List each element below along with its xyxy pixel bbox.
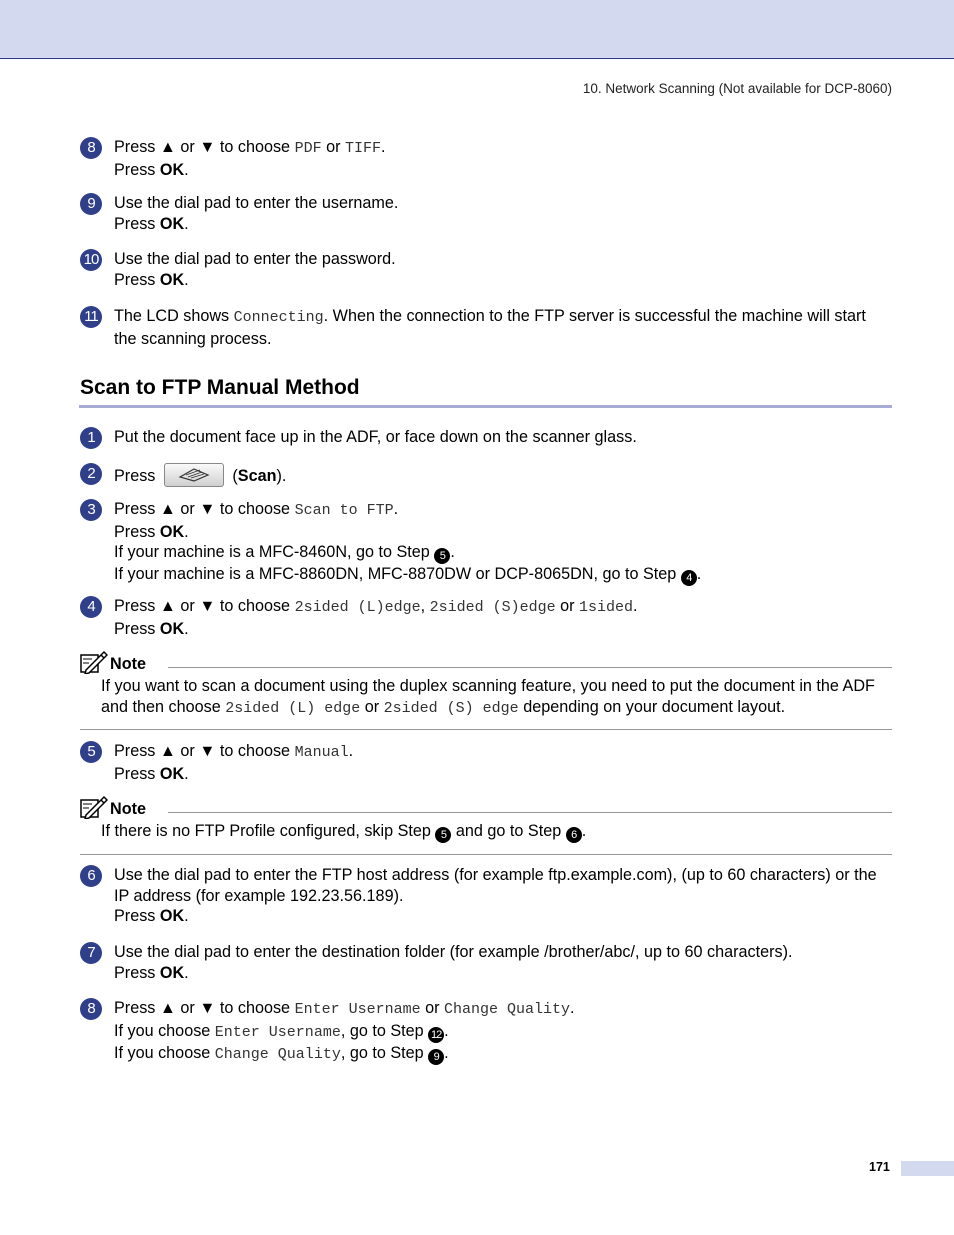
lcd-option: 2sided (L)edge bbox=[294, 599, 421, 616]
up-arrow-icon: ▲ bbox=[159, 500, 176, 518]
note-text: If there is no FTP Profile configured, skip Step 5 and go to Step 6 . bbox=[101, 822, 587, 841]
section-title: Scan to FTP Manual Method bbox=[80, 376, 360, 399]
step-number: 5 bbox=[80, 741, 102, 763]
step-number: 7 bbox=[80, 942, 102, 964]
lcd-message: Connecting bbox=[233, 309, 324, 326]
scan-key-label: Scan bbox=[237, 467, 277, 485]
ok-key-label: OK bbox=[159, 522, 185, 541]
ok-key-label: OK bbox=[159, 907, 185, 925]
lcd-option: TIFF bbox=[344, 140, 381, 157]
ok-key-label: OK bbox=[159, 619, 185, 638]
up-arrow-icon: ▲ bbox=[159, 597, 176, 615]
down-arrow-icon: ▼ bbox=[199, 597, 216, 615]
scan-key-icon bbox=[164, 463, 224, 487]
note-profile bbox=[80, 795, 892, 855]
step-number: 2 bbox=[80, 463, 102, 485]
step-number: 10 bbox=[80, 249, 102, 271]
step-number: 6 bbox=[80, 865, 102, 887]
up-arrow-icon: ▲ bbox=[159, 999, 176, 1017]
step-number: 11 bbox=[80, 306, 102, 328]
lcd-option: Scan to FTP bbox=[294, 502, 394, 519]
header-band bbox=[0, 0, 954, 59]
lcd-option: 2sided (S)edge bbox=[429, 599, 556, 616]
step-8-upper: 8 Press ▲ or ▼ to choose PDF or TIFF. Press OK. bbox=[80, 137, 892, 180]
down-arrow-icon: ▼ bbox=[199, 500, 216, 518]
step-4: 4 Press ▲ or ▼ to choose 2sided (L)edge, 2sided (S)edge or 1sided. Press OK. bbox=[80, 596, 892, 639]
step-text: Use the dial pad to enter the FTP host address (for example ftp.example.com), (up to 60 characters) or the IP address (for example 192.23.56.189). bbox=[114, 866, 877, 905]
step-text: Use the dial pad to enter the username. bbox=[114, 194, 399, 212]
lcd-option: PDF bbox=[294, 140, 322, 157]
note-label: Note bbox=[110, 800, 146, 818]
down-arrow-icon: ▼ bbox=[199, 742, 216, 760]
step-5: 5 Press ▲ or ▼ to choose Manual. Press OK. bbox=[80, 741, 892, 784]
step-number: 9 bbox=[80, 193, 102, 215]
step-text: Put the document face up in the ADF, or face down on the scanner glass. bbox=[114, 428, 637, 446]
step-10-upper: 10 Use the dial pad to enter the password. Press OK. bbox=[80, 249, 892, 290]
step-number: 4 bbox=[80, 596, 102, 618]
step-6: 6 Use the dial pad to enter the FTP host address (for example ftp.example.com), (up to 60 characters) or the IP address (for example 192.23.56.189). Press OK. bbox=[80, 865, 892, 927]
step-7: 7 Use the dial pad to enter the destination folder (for example /brother/abc/, up to 60 characters). Press OK. bbox=[80, 942, 892, 983]
step-number: 1 bbox=[80, 427, 102, 449]
up-arrow-icon: ▲ bbox=[159, 742, 176, 760]
page-tab bbox=[901, 1161, 954, 1176]
up-arrow-icon: ▲ bbox=[159, 138, 176, 156]
step-reference: 4 bbox=[681, 570, 697, 586]
step-2: 2 Press (Scan). bbox=[80, 463, 892, 487]
note-pencil-icon bbox=[80, 650, 108, 674]
ok-key-label: OK bbox=[159, 270, 185, 289]
note-label: Note bbox=[110, 655, 146, 673]
step-reference: 5 bbox=[434, 548, 450, 564]
step-number: 3 bbox=[80, 499, 102, 521]
lcd-option: Enter Username bbox=[294, 1001, 421, 1018]
step-reference: 9 bbox=[428, 1049, 444, 1065]
step-8: 8 Press ▲ or ▼ to choose Enter Username or Change Quality. If you choose Enter Username, go to Step 12 . If you choose Change Quality, go to Step 9 . bbox=[80, 998, 892, 1066]
note-text: If you want to scan a document using the duplex scanning feature, you need to put the document in the ADF and then choose 2sided (L) edge or 2sided (S) edge depending on your document layout. bbox=[101, 677, 875, 717]
page-number: 171 bbox=[869, 1160, 890, 1174]
step-9-upper: 9 Use the dial pad to enter the username. Press OK. bbox=[80, 193, 892, 234]
section-rule bbox=[79, 405, 892, 408]
ok-key-label: OK bbox=[159, 764, 185, 783]
step-11-upper: 11 The LCD shows Connecting. When the connection to the FTP server is successful the machine will start the scanning process. bbox=[80, 306, 892, 349]
down-arrow-icon: ▼ bbox=[199, 999, 216, 1017]
lcd-option: Manual bbox=[294, 744, 349, 761]
note-pencil-icon bbox=[80, 795, 108, 819]
step-number: 8 bbox=[80, 998, 102, 1020]
step-text: Use the dial pad to enter the destination folder (for example /brother/abc/, up to 60 characters). bbox=[114, 943, 793, 961]
lcd-option: Change Quality bbox=[444, 1001, 571, 1018]
ok-key-label: OK bbox=[159, 214, 185, 233]
ok-key-label: OK bbox=[159, 963, 185, 982]
step-1 bbox=[80, 427, 892, 448]
step-reference: 12 bbox=[428, 1027, 444, 1043]
step-number: 8 bbox=[80, 137, 102, 159]
down-arrow-icon: ▼ bbox=[199, 138, 216, 156]
step-text: Use the dial pad to enter the password. bbox=[114, 250, 396, 268]
running-header: 10. Network Scanning (Not available for DCP-8060) bbox=[582, 81, 892, 96]
step-3: 3 Press ▲ or ▼ to choose Scan to FTP. Press OK. If your machine is a MFC-8460N, go to Step 5 . If your machine is a MFC-8860DN, MFC-8870DW or DCP-8065DN, go to Step 4 . bbox=[80, 499, 892, 586]
ok-key-label: OK bbox=[159, 160, 185, 179]
lcd-option: 1sided bbox=[579, 599, 634, 616]
note-duplex bbox=[80, 650, 892, 730]
